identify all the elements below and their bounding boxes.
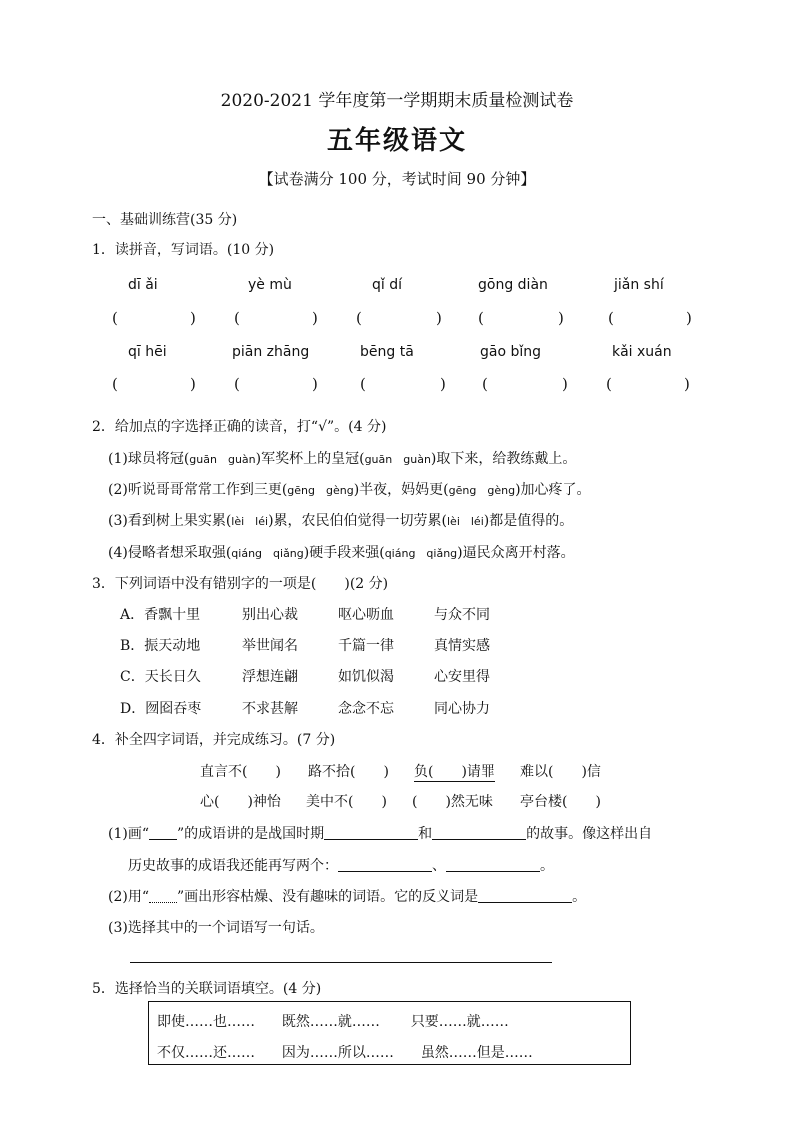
pinyin-word: qǐ dí (372, 277, 403, 293)
conjunction-box (148, 1001, 631, 1065)
exam-subtitle: 【试卷满分 100 分，考试时间 90 分钟】 (258, 170, 536, 188)
paren-open: ( (234, 375, 240, 393)
conjunction-pair: 既然……就…… (281, 1014, 380, 1030)
conjunction-pair: 因为……所以…… (281, 1045, 394, 1061)
answer-line[interactable] (478, 888, 572, 903)
option-word: 念念不忘 (338, 701, 394, 717)
pinyin-word: kǎi xuán (612, 344, 672, 360)
option-word: 别出心裁 (242, 607, 298, 623)
paren-close: ) (312, 375, 318, 393)
question-2-title: 2．给加点的字选择正确的读音，打“√”。(4 分) (92, 419, 387, 435)
paren-close: ) (436, 309, 442, 327)
exam-header-line: 2020-2021 学年度第一学期期末质量检测试卷 (220, 91, 574, 111)
option-word: 与众不同 (434, 607, 490, 623)
question-1-title: 1．读拼音，写词语。(10 分) (92, 242, 275, 258)
pinyin-word: yè mù (248, 277, 292, 293)
idiom-blank[interactable]: 美中不( ) (306, 794, 387, 810)
answer-line[interactable] (338, 857, 432, 872)
idiom-blank[interactable]: 直言不( ) (200, 764, 281, 780)
paren-open: ( (360, 375, 366, 393)
option-word: 真情实感 (434, 638, 490, 654)
paren-close: ) (684, 375, 690, 393)
option-word: 千篇一律 (338, 638, 394, 654)
option-label: D．囫囵吞枣 (120, 701, 202, 717)
pinyin-word: bēng tā (360, 344, 414, 360)
paren-open: ( (234, 309, 240, 327)
idiom-blank-underlined[interactable]: 负( )请罪 (414, 761, 495, 782)
paren-close: ) (686, 309, 692, 327)
section-heading: 一、基础训练营(35 分) (92, 212, 238, 228)
q2-item-3: (3)看到树上果实累(lèi léi)累，农民伯伯觉得一切劳累(lèi léi)都是值得的。 (108, 513, 574, 529)
conjunction-pair: 虽然……但是…… (420, 1045, 533, 1061)
q4-sub-1-line2: 历史故事的成语我还能再写两个： 、 。 (128, 858, 554, 874)
option-label: B．振天动地 (120, 638, 201, 654)
paren-open: ( (606, 375, 612, 393)
paren-open: ( (356, 309, 362, 327)
q2-item-4: (4)侵略者想采取强(qiáng qiǎng)硬手段来强(qiáng qiǎng)逼民众离开村落。 (108, 545, 575, 561)
answer-line[interactable] (432, 825, 526, 840)
q4-sub-3: (3)选择其中的一个词语写一句话。 (108, 920, 324, 936)
paren-close: ) (562, 375, 568, 393)
pinyin-word: qī hēi (128, 344, 167, 360)
paren-open: ( (608, 309, 614, 327)
wavy-underline-sample (149, 890, 177, 903)
option-word: 心安里得 (434, 669, 490, 685)
option-word: 举世闻名 (242, 638, 298, 654)
pinyin-word: dī ǎi (128, 277, 158, 293)
conjunction-pair: 不仅……还…… (157, 1045, 255, 1061)
q2-item-2: (2)听说哥哥常常工作到三更(gēng gèng)半夜，妈妈更(gēng gèng)加心疼了。 (108, 482, 591, 498)
paren-close: ) (312, 309, 318, 327)
question-5-title: 5．选择恰当的关联词语填空。(4 分) (92, 981, 322, 997)
paren-close: ) (440, 375, 446, 393)
pinyin-word: piān zhāng (232, 344, 310, 360)
idiom-blank[interactable]: 亭台楼( ) (520, 794, 601, 810)
pinyin-word: jiǎn shí (614, 277, 664, 293)
idiom-blank[interactable]: 心( )神怡 (200, 794, 281, 810)
idiom-blank[interactable]: 路不拾( ) (308, 764, 389, 780)
question-3-title: 3．下列词语中没有错别字的一项是( )(2 分) (92, 576, 389, 592)
conjunction-pair: 只要……就…… (410, 1014, 509, 1030)
q4-sub-2: (2)用“ ”画出形容枯燥、没有趣味的词语。它的反义词是 。 (108, 889, 587, 905)
pinyin-word: gōng diàn (478, 277, 548, 293)
question-4-title: 4．补全四字词语，并完成练习。(7 分) (92, 732, 336, 748)
paren-open: ( (112, 375, 118, 393)
q2-item-1: (1)球员将冠(guān guàn)军奖杯上的皇冠(guān guàn)取下来，给教练戴上。 (108, 451, 577, 467)
q4-sub-1: (1)画“ ”的成语讲的是战国时期 和 的故事。像这样出自 (108, 826, 653, 842)
pinyin-word: gāo bǐng (480, 344, 542, 360)
solid-underline-sample (149, 827, 177, 840)
paren-open: ( (478, 309, 484, 327)
option-word: 同心协力 (434, 701, 490, 717)
paren-close: ) (190, 309, 196, 327)
option-label: C．天长日久 (120, 669, 201, 685)
paren-close: ) (190, 375, 196, 393)
paren-open: ( (112, 309, 118, 327)
option-word: 如饥似渴 (338, 669, 394, 685)
option-word: 不求甚解 (242, 701, 298, 717)
paren-open: ( (482, 375, 488, 393)
conjunction-pair: 即使……也…… (157, 1014, 255, 1030)
answer-line[interactable] (324, 825, 418, 840)
idiom-blank[interactable]: ( )然无味 (412, 794, 493, 810)
sentence-answer-line[interactable] (130, 962, 552, 963)
answer-line[interactable] (446, 857, 540, 872)
paren-close: ) (558, 309, 564, 327)
exam-title: 五年级语文 (326, 126, 467, 156)
option-word: 浮想连翩 (242, 669, 298, 685)
option-word: 呕心呖血 (338, 607, 394, 623)
idiom-blank[interactable]: 难以( )信 (520, 764, 601, 780)
option-label: A．香飘十里 (120, 607, 201, 623)
